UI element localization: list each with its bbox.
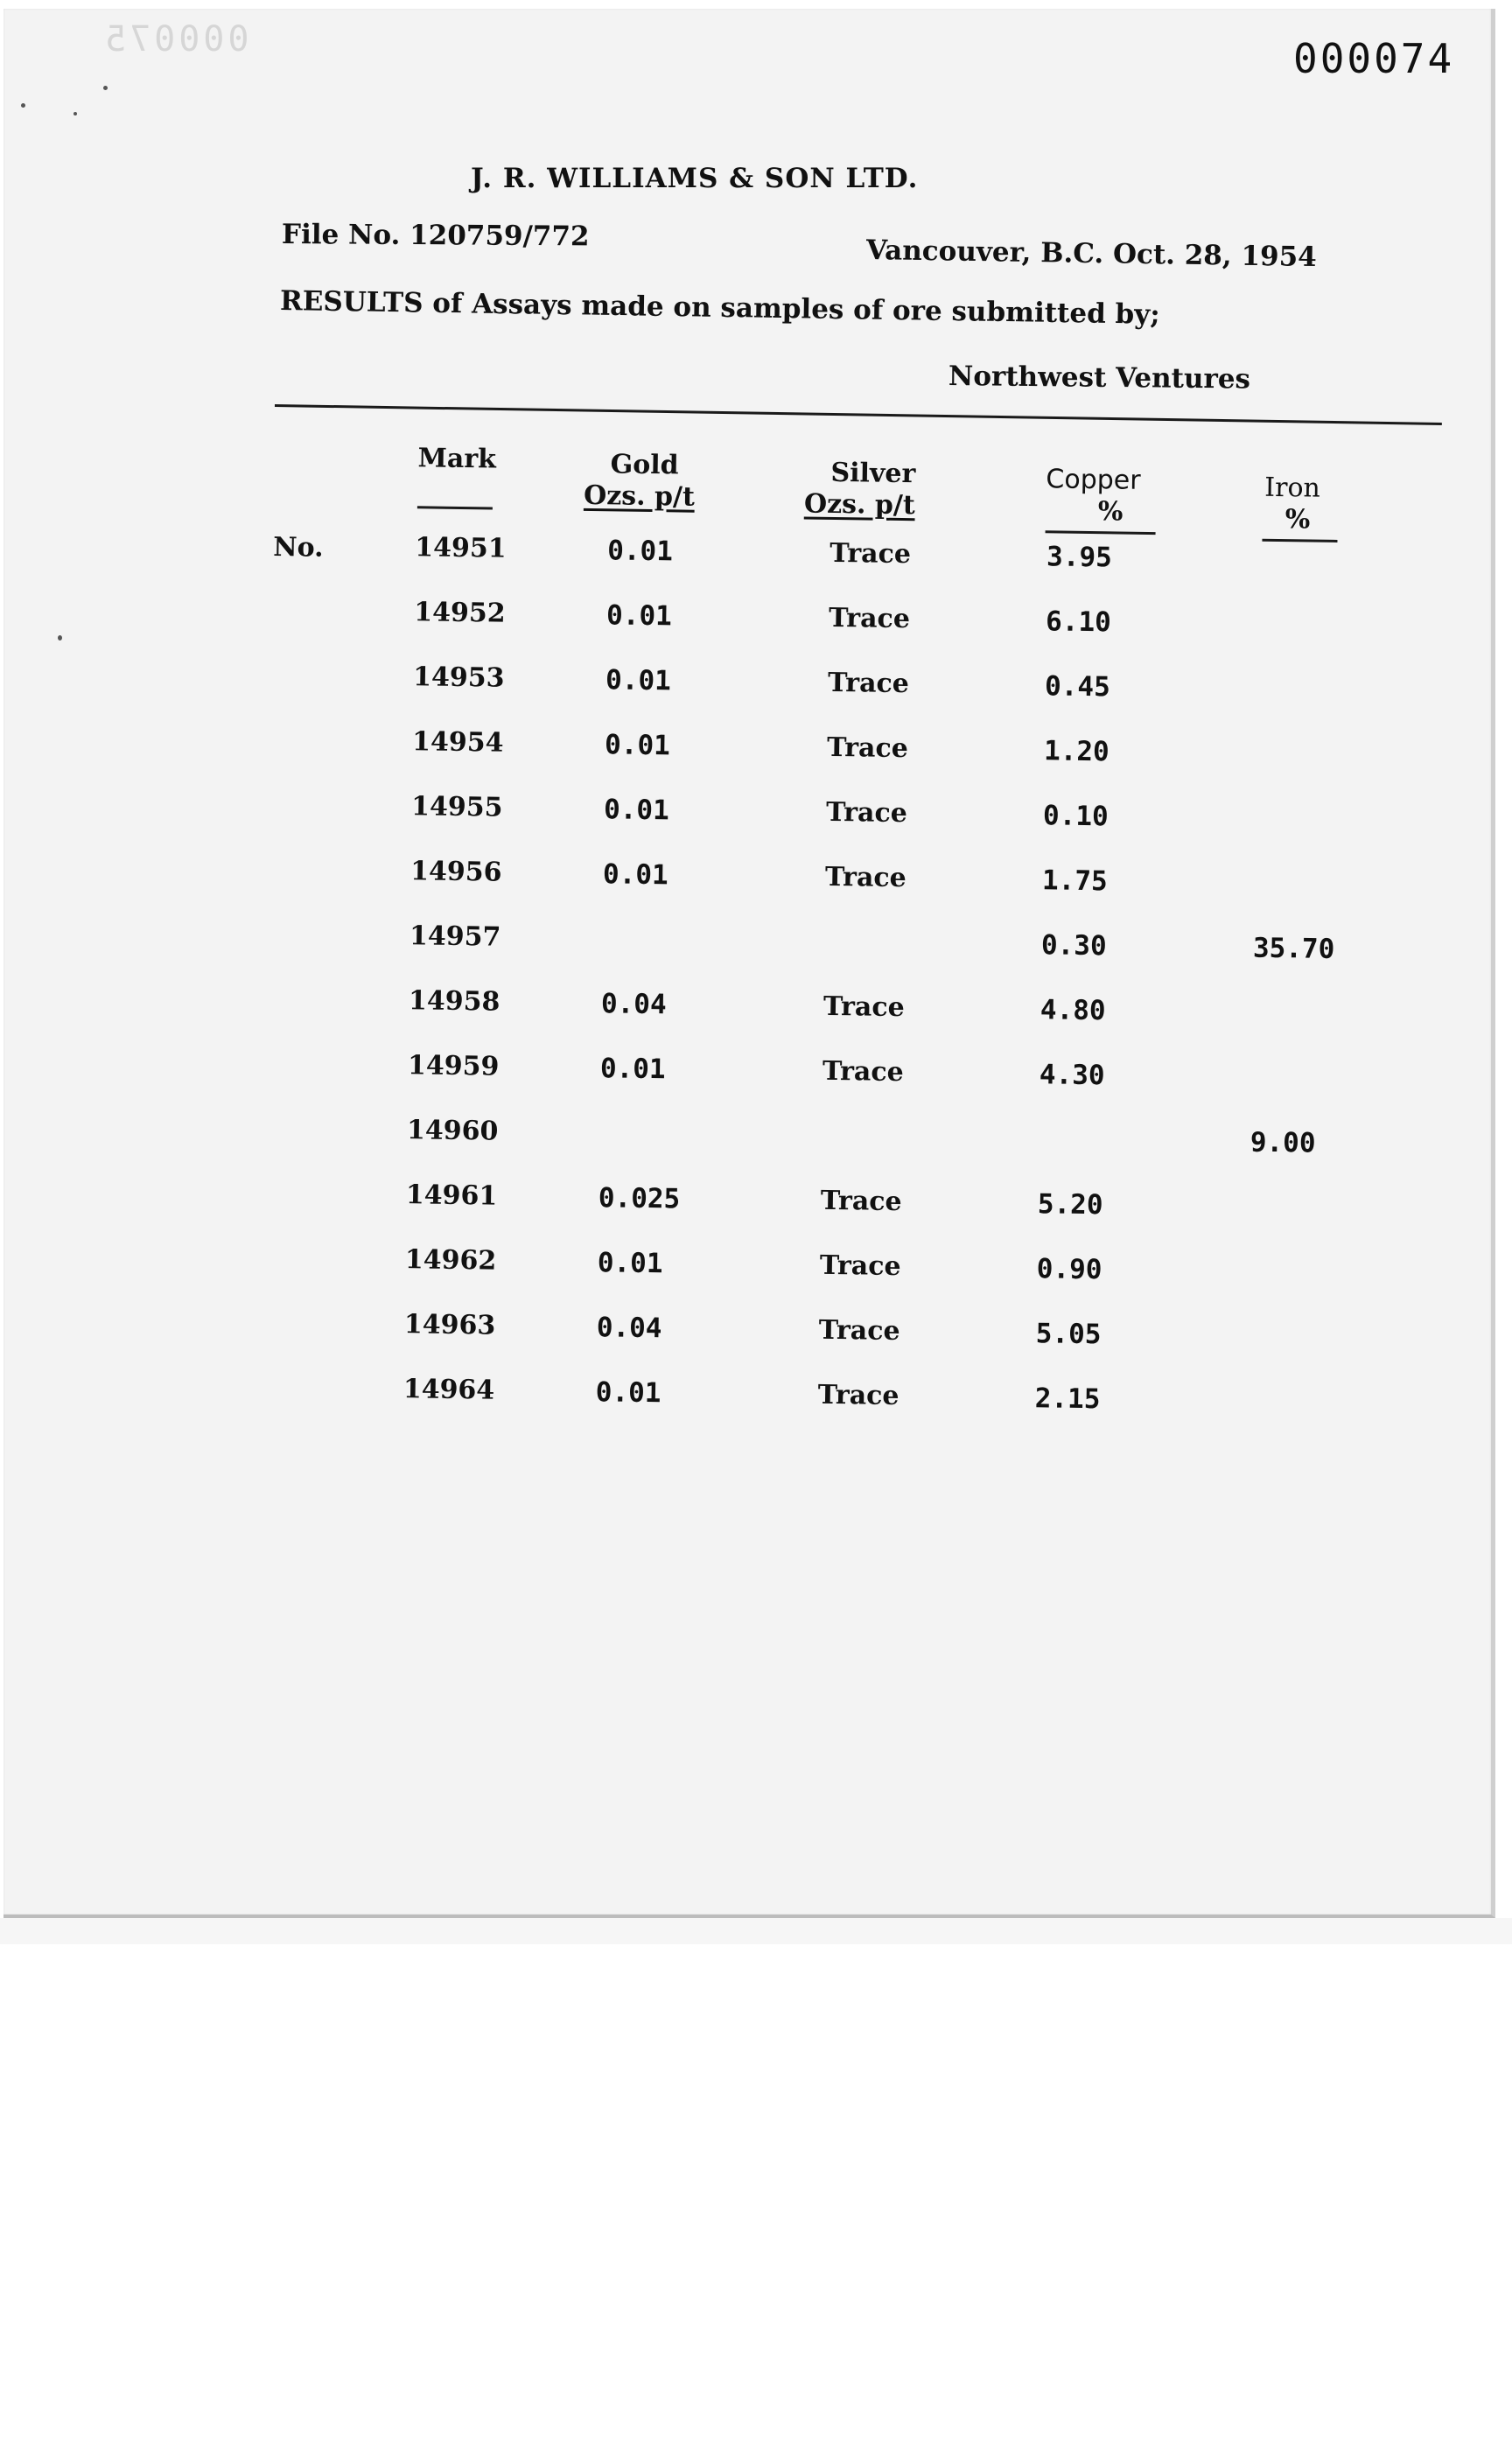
- cell-iron: 9.00: [1250, 1126, 1316, 1159]
- cell-gold: 0.04: [600, 988, 667, 1021]
- cell-copper: 0.10: [1042, 800, 1109, 833]
- cell-silver: Trace: [820, 1185, 902, 1218]
- results-statement: RESULTS of Assays made on samples of ore submitted by;: [279, 285, 1160, 331]
- cell-silver: Trace: [819, 1250, 901, 1283]
- cell-gold: 0.01: [606, 599, 673, 633]
- cell-copper: 3.95: [1046, 541, 1113, 574]
- cell-iron: 35.70: [1252, 932, 1335, 965]
- cell-gold: 0.04: [596, 1312, 662, 1345]
- cell-mark: 14964: [402, 1374, 495, 1406]
- place-and-date: Vancouver, B.C. Oct. 28, 1954: [865, 234, 1318, 274]
- cell-mark: 14962: [404, 1244, 497, 1277]
- cell-gold: 0.01: [604, 729, 671, 762]
- cell-copper: 4.30: [1039, 1059, 1105, 1092]
- company-name: J. R. WILLIAMS & SON LTD.: [471, 163, 919, 194]
- cell-copper: 2.15: [1034, 1382, 1101, 1416]
- cell-gold: 0.01: [602, 858, 668, 892]
- cell-gold: 0.01: [595, 1376, 662, 1410]
- cell-copper: 1.75: [1041, 864, 1108, 898]
- bleed-through-page-number: 000075: [102, 19, 249, 60]
- cell-copper: 5.20: [1037, 1188, 1103, 1222]
- cell-mark: 14954: [411, 726, 504, 759]
- cell-copper: 0.45: [1044, 670, 1111, 704]
- cell-gold: 0.025: [598, 1182, 681, 1215]
- cell-mark: 14958: [408, 985, 500, 1018]
- cell-silver: Trace: [827, 667, 910, 700]
- header-iron: Iron: [1264, 472, 1321, 504]
- submitter-name: Northwest Ventures: [948, 360, 1251, 396]
- page-number: 000074: [1293, 35, 1455, 82]
- row-prefix-label: No.: [273, 531, 324, 564]
- cell-mark: 14953: [412, 662, 505, 694]
- header-gold: Gold: [610, 449, 679, 481]
- cell-gold: 0.01: [597, 1247, 663, 1280]
- cell-copper: 1.20: [1043, 735, 1110, 768]
- cell-mark: 14956: [410, 856, 502, 888]
- header-gold-unit: Ozs. p/t: [583, 480, 696, 513]
- cell-mark: 14961: [405, 1180, 498, 1212]
- header-mark: Mark: [417, 443, 497, 475]
- cell-gold: 0.01: [603, 794, 669, 827]
- cell-copper: 6.10: [1045, 606, 1112, 639]
- cell-silver: Trace: [828, 602, 911, 635]
- header-copper-underline: [1046, 530, 1156, 535]
- header-mark-underline: [417, 506, 493, 509]
- header-silver-unit: Ozs. p/t: [803, 488, 915, 522]
- header-iron-unit: %: [1284, 504, 1311, 536]
- file-number: File No. 120759/772: [281, 219, 590, 253]
- cell-mark: 14955: [410, 791, 503, 823]
- cell-silver: Trace: [826, 732, 909, 765]
- cell-mark: 14959: [407, 1050, 500, 1082]
- cell-mark: 14963: [403, 1309, 496, 1341]
- cell-mark: 14951: [415, 532, 507, 564]
- cell-gold: 0.01: [599, 1053, 666, 1086]
- cell-copper: 0.30: [1040, 929, 1107, 962]
- cell-silver: Trace: [818, 1314, 900, 1348]
- cell-gold: 0.01: [606, 535, 674, 568]
- cell-silver: Trace: [825, 796, 908, 830]
- header-copper-unit: %: [1097, 496, 1124, 528]
- cell-silver: Trace: [822, 1055, 904, 1088]
- cell-copper: 4.80: [1040, 994, 1106, 1027]
- cell-copper: 5.05: [1035, 1318, 1102, 1351]
- cell-copper: 0.90: [1036, 1253, 1102, 1286]
- cell-silver: Trace: [822, 990, 905, 1024]
- header-copper: Copper: [1046, 464, 1141, 496]
- cell-silver: Trace: [824, 861, 907, 894]
- header-silver: Silver: [830, 457, 916, 490]
- cell-gold: 0.01: [605, 664, 672, 697]
- cell-silver: Trace: [817, 1379, 900, 1412]
- header-iron-underline: [1262, 539, 1337, 542]
- cell-silver: Trace: [829, 537, 912, 570]
- cell-mark: 14952: [413, 597, 506, 629]
- cell-mark: 14957: [409, 920, 501, 953]
- cell-mark: 14960: [406, 1115, 499, 1147]
